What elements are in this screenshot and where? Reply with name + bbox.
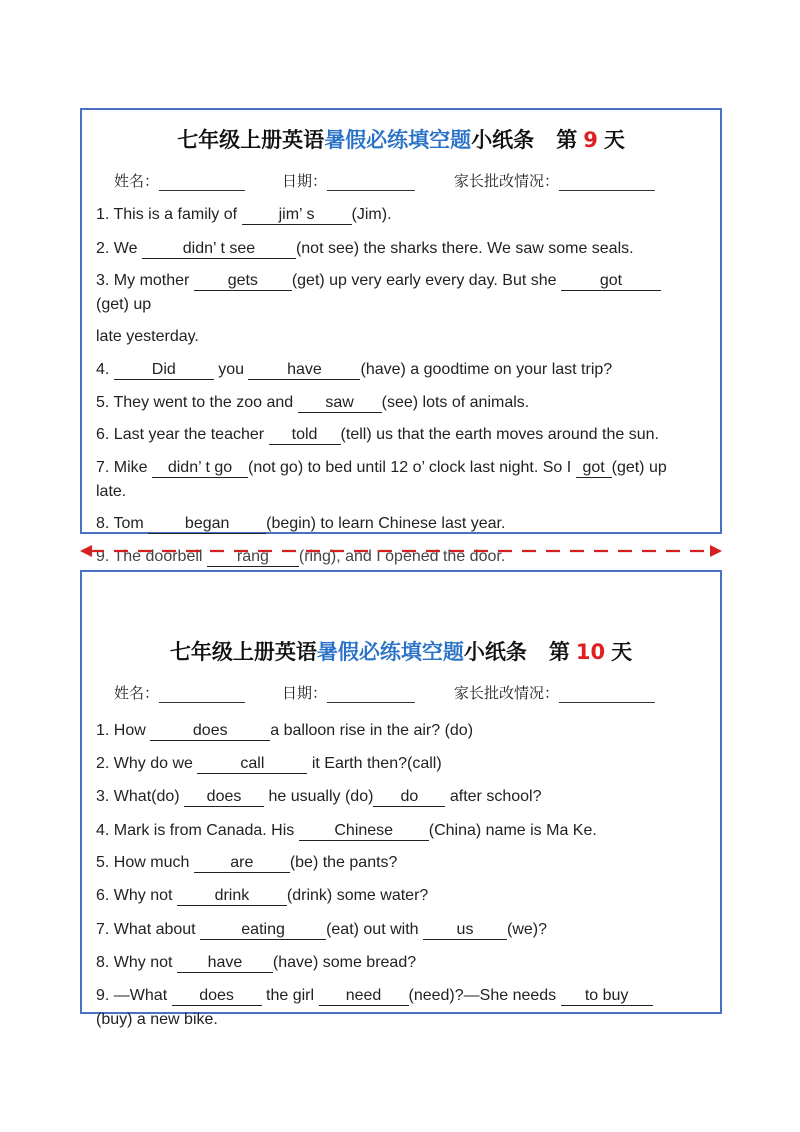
question-1: 1. This is a family of jim’ s (Jim). xyxy=(96,206,392,223)
answer-blank[interactable]: told xyxy=(269,426,341,445)
question-6: 6. Last year the teacher told (tell) us that the earth moves around the sun. xyxy=(96,426,659,443)
answer-blank[interactable]: are xyxy=(194,854,290,873)
date-field: 日期： xyxy=(282,682,415,703)
answer-blank[interactable]: need xyxy=(319,987,409,1006)
date-blank[interactable] xyxy=(327,174,415,191)
card-title: 七年级上册英语暑假必练填空题小纸条 第 9 天 xyxy=(177,128,625,152)
parent-check-field: 家长批改情况： xyxy=(454,682,655,703)
answer-blank[interactable]: does xyxy=(184,788,264,807)
question-9: 9. The doorbell rang (ring), and I opened the door. xyxy=(96,548,506,565)
answer-blank[interactable]: us xyxy=(423,921,507,940)
answer-blank[interactable]: call xyxy=(197,755,307,774)
parent-check-field: 家长批改情况： xyxy=(454,170,655,191)
answer-blank[interactable]: didn’ t go xyxy=(152,459,248,478)
answer-blank[interactable]: rang xyxy=(207,548,299,567)
answer-blank[interactable]: Chinese xyxy=(299,822,429,841)
name-field: 姓名： xyxy=(114,682,245,703)
answer-blank[interactable]: got xyxy=(576,459,612,478)
question-1: 1. How does a balloon rise in the air? (do) xyxy=(96,722,474,739)
question-2: 2. We didn’ t see (not see) the sharks there. We saw some seals. xyxy=(96,240,634,257)
answer-blank[interactable]: does xyxy=(172,987,262,1006)
date-blank[interactable] xyxy=(327,686,415,703)
answer-blank[interactable]: began xyxy=(148,515,266,534)
card-title: 七年级上册英语暑假必练填空题小纸条 第 10 天 xyxy=(169,640,633,664)
question-4: 4. Mark is from Canada. His Chinese (China) name is Ma Ke. xyxy=(96,822,597,839)
question-6: 6. Why not drink (drink) some water? xyxy=(96,887,429,904)
answer-blank[interactable]: have xyxy=(248,361,360,380)
answer-blank[interactable]: gets xyxy=(194,272,292,291)
day-number: 9 xyxy=(583,128,598,152)
question-3-cont: (get) up xyxy=(96,296,152,313)
name-blank[interactable] xyxy=(159,686,245,703)
answer-blank[interactable]: Did xyxy=(114,361,214,380)
question-3-cont: late yesterday. xyxy=(96,328,199,345)
arrow-left-icon xyxy=(80,545,92,557)
question-7-cont: late. xyxy=(96,483,127,500)
answer-blank[interactable]: jim’ s xyxy=(242,206,352,225)
question-3: 3. What(do) does he usually (do) do after school? xyxy=(96,788,542,805)
date-field: 日期： xyxy=(282,170,415,191)
answer-blank[interactable]: didn’ t see xyxy=(142,240,296,259)
question-9: 9. —What does the girl need (need)?—She needs to buy xyxy=(96,987,653,1006)
question-7: 7. Mike didn’ t go (not go) to bed until 12 o’ clock last night. So I got (get) up xyxy=(96,459,667,476)
answer-blank[interactable]: saw xyxy=(298,394,382,413)
question-8: 8. Why not have (have) some bread? xyxy=(96,954,417,971)
cut-line-divider xyxy=(80,542,722,560)
parent-check-blank[interactable] xyxy=(559,686,655,703)
question-8: 8. Tom began (begin) to learn Chinese last year. xyxy=(96,515,506,532)
parent-check-blank[interactable] xyxy=(559,174,655,191)
question-9-cont: (buy) a new bike. xyxy=(96,1011,218,1028)
question-7: 7. What about eating (eat) out with us (we)? xyxy=(96,921,548,938)
question-2: 2. Why do we call it Earth then?(call) xyxy=(96,755,442,772)
name-blank[interactable] xyxy=(159,174,245,191)
answer-blank[interactable]: does xyxy=(150,722,270,741)
answer-blank[interactable]: drink xyxy=(177,887,287,906)
answer-blank[interactable]: got xyxy=(561,272,661,291)
name-field: 姓名： xyxy=(114,170,245,191)
answer-blank[interactable]: to buy xyxy=(561,987,653,1006)
question-5: 5. How much are (be) the pants? xyxy=(96,854,398,871)
question-4: 4. Did you have (have) a goodtime on your last trip? xyxy=(96,361,613,378)
answer-blank[interactable]: have xyxy=(177,954,273,973)
arrow-right-icon xyxy=(710,545,722,557)
question-5: 5. They went to the zoo and saw (see) lots of animals. xyxy=(96,394,530,411)
answer-blank[interactable]: eating xyxy=(200,921,326,940)
day-number: 10 xyxy=(575,640,606,664)
answer-blank[interactable]: do xyxy=(373,788,445,807)
question-3: 3. My mother gets (get) up very early every day. But she got xyxy=(96,272,661,291)
